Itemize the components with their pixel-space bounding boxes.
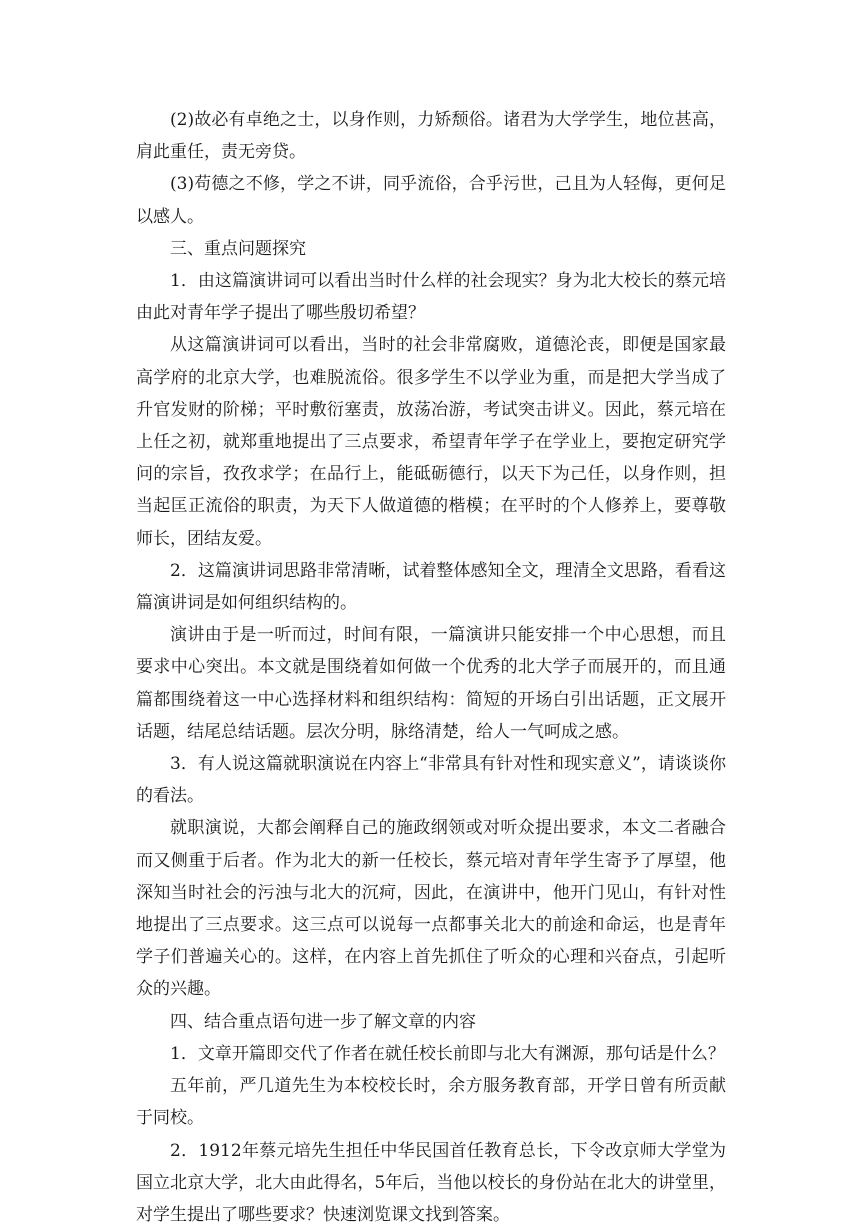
answer-2: 演讲由于是一听而过，时间有限，一篇演讲只能安排一个中心思想，而且要求中心突出。本文就是围绕着如何做一个优秀的北大学子而展开的，而且通篇都围绕着这一中心选择材料和组织结构：简短的开场白引出话题，正文展开话题，结尾总结话题。层次分明，脉络清楚，给人一气呵成之感。 [136,619,726,748]
question-2: 2．这篇演讲词思路非常清晰，试着整体感知全文，理清全文思路，看看这篇演讲词是如何组织结构的。 [136,555,726,619]
answer-4-1: 五年前，严几道先生为本校校长时，余方服务教育部，开学日曾有所贡献于同校。 [136,1070,726,1134]
paragraph-point-3-quote: (3)苟德之不修，学之不讲，同乎流俗，合乎污世，己且为人轻侮，更何足以感人。 [136,168,726,232]
section-heading-3: 三、重点问题探究 [136,233,726,265]
paragraph-point-2-quote: (2)故必有卓绝之士，以身作则，力矫颓俗。诸君为大学学生，地位甚高，肩此重任，责无旁贷。 [136,104,726,168]
question-4-1: 1．文章开篇即交代了作者在就任校长前即与北大有渊源，那句话是什么？ [136,1038,726,1070]
question-4-2: 2．1912年蔡元培先生担任中华民国首任教育总长，下令改京师大学堂为国立北京大学，北大由此得名，5年后，当他以校长的身份站在北大的讲堂里，对学生提出了哪些要求？快速浏览课文找到答案。 [136,1135,726,1231]
document-body [136,104,726,1231]
question-3: 3．有人说这篇就职演说在内容上“非常具有针对性和现实意义”，请谈谈你的看法。 [136,748,726,812]
section-heading-4: 四、结合重点语句进一步了解文章的内容 [136,1006,726,1038]
answer-1: 从这篇演讲词可以看出，当时的社会非常腐败，道德沦丧，即便是国家最高学府的北京大学，也难脱流俗。很多学生不以学业为重，而是把大学当成了升官发财的阶梯；平时敷衍塞责，放荡冶游，考试突击讲义。因此，蔡元培在上任之初，就郑重地提出了三点要求，希望青年学子在学业上，要抱定研究学问的宗旨，孜孜求学；在品行上，能砥砺德行，以天下为己任，以身作则，担当起匡正流俗的职责，为天下人做道德的楷模；在平时的个人修养上，要尊敬师长，团结友爱。 [136,329,726,554]
question-1: 1．由这篇演讲词可以看出当时什么样的社会现实？身为北大校长的蔡元培由此对青年学子提出了哪些殷切希望？ [136,265,726,329]
answer-3: 就职演说，大都会阐释自己的施政纲领或对听众提出要求，本文二者融合而又侧重于后者。作为北大的新一任校长，蔡元培对青年学生寄予了厚望，他深知当时社会的污浊与北大的沉疴，因此，在演讲中，他开门见山，有针对性地提出了三点要求。这三点可以说每一点都事关北大的前途和命运，也是青年学子们普遍关心的。这样，在内容上首先抓住了听众的心理和兴奋点，引起听众的兴趣。 [136,812,726,1005]
